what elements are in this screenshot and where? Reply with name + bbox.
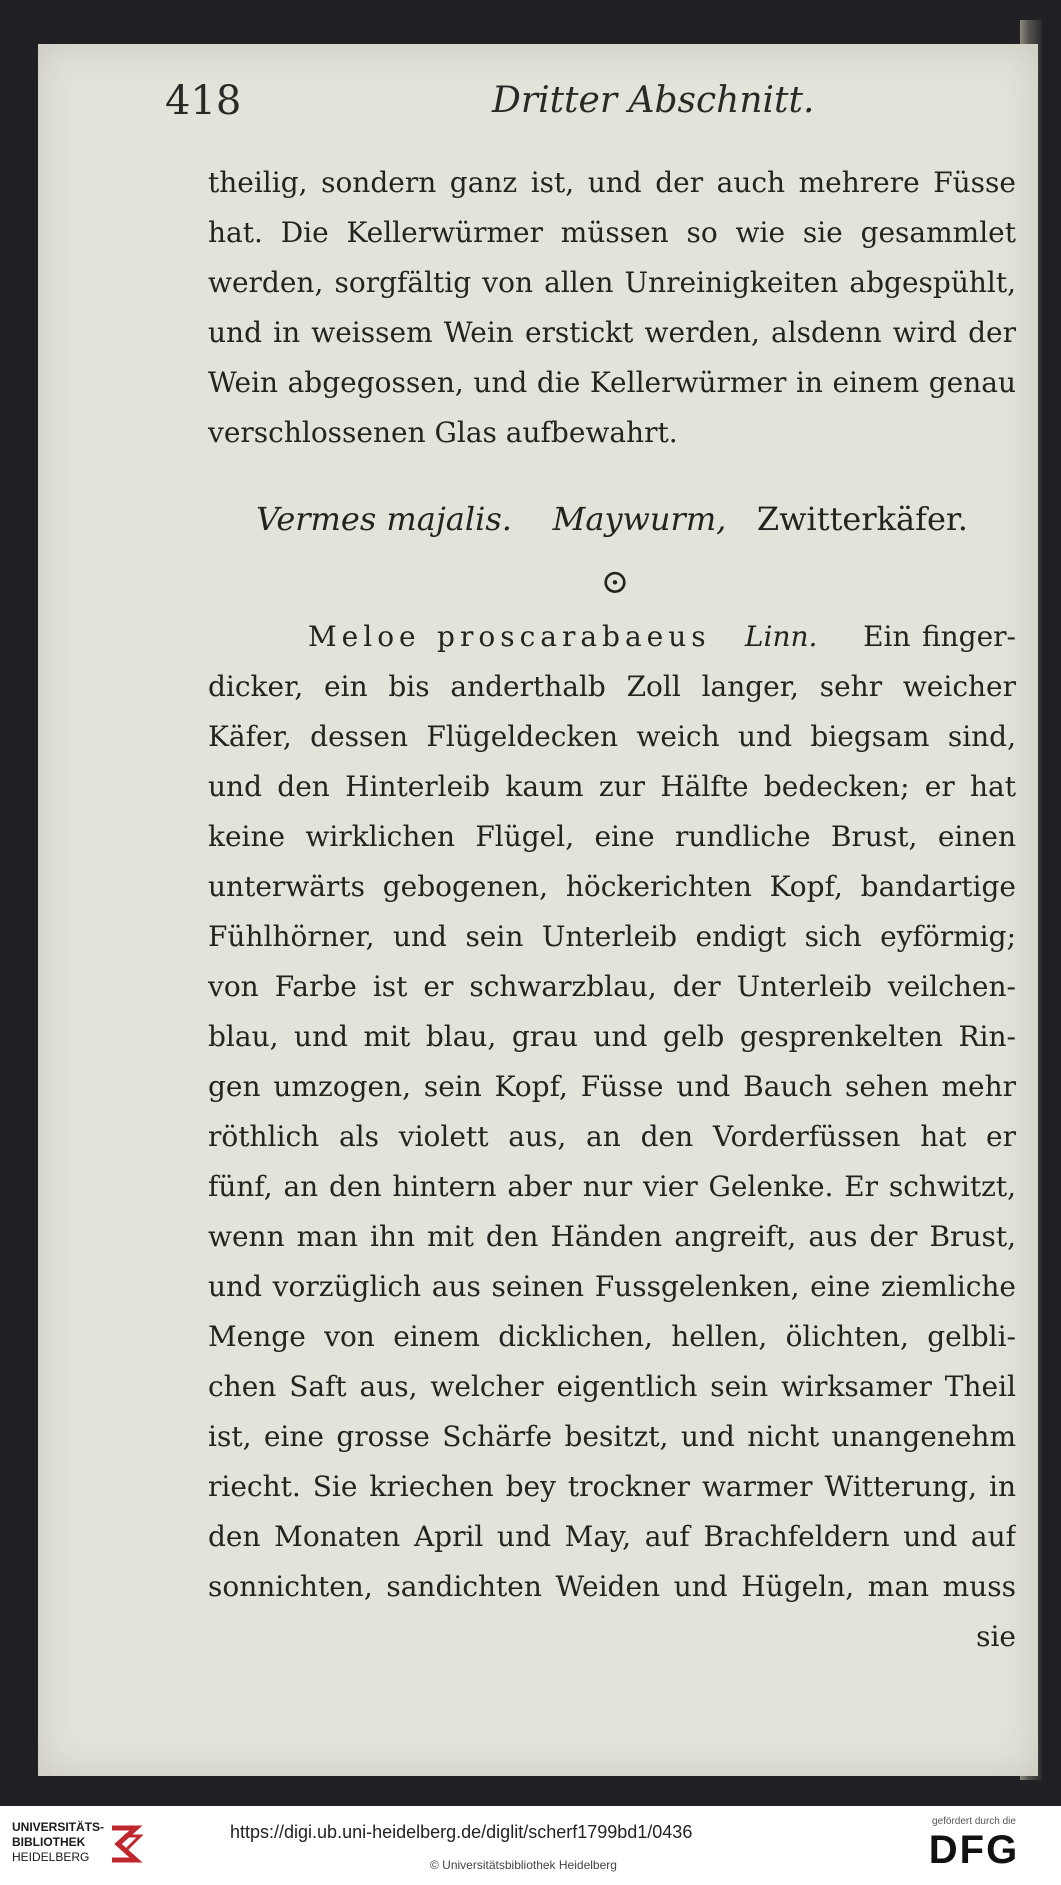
text-line: Fühlhörner, und sein Unterleib endigt sich eyförmig; (208, 920, 1016, 953)
text-line: gen umzogen, sein Kopf, Füsse und Bauch sehen mehr (208, 1070, 1016, 1103)
funder-caption: gefördert durch die (932, 1816, 1016, 1827)
heading-latin: Vermes majalis. (256, 500, 512, 538)
funder-name: DFG (928, 1828, 1020, 1872)
text-line: sonnichten, sandichten Weiden und Hügeln, man muss (208, 1570, 1016, 1603)
funder-logo[interactable] (909, 1816, 1039, 1873)
text-line: chen Saft aus, welcher eigentlich sein wirksamer Theil (208, 1370, 1016, 1403)
text-line: den Monaten April und May, auf Brachfeldern und auf (208, 1520, 1016, 1553)
text-line: röthlich als violett aus, an den Vorderfüssen hat er (208, 1120, 1016, 1153)
text-line: blau, und mit blau, grau und gelb gesprenkelten Rin- (208, 1020, 1016, 1053)
text-line: ist, eine grosse Schärfe besitzt, und nicht unangenehm (208, 1420, 1016, 1453)
sun-symbol-icon: ⊙ (600, 562, 630, 602)
permalink-url[interactable]: https://digi.ub.uni-heidelberg.de/diglit/scherf1799bd1/0436 (230, 1822, 693, 1842)
line-remainder: Ein finger- (863, 620, 1016, 653)
text-line: und den Hinterleib kaum zur Hälfte bedecken; er hat (208, 770, 1016, 803)
page-header (165, 78, 965, 138)
text-line: keine wirklichen Flügel, eine rundliche Brust, einen (208, 820, 1016, 853)
text-line: verschlossenen Glas aufbewahrt. (208, 416, 678, 449)
text-line: unterwärts gebogenen, höckerichten Kopf, bandartige (208, 870, 1016, 903)
author-abbreviation: Linn. (744, 620, 818, 653)
text-line: fünf, an den hintern aber nur vier Gelenke. Er schwitzt, (208, 1170, 1016, 1203)
text-line: Wein abgegossen, und die Kellerwürmer in einem genau (208, 366, 1016, 399)
heading-german: Maywurm, (552, 500, 727, 538)
page-number: 418 (165, 78, 242, 124)
text-line: wenn man ihn mit den Händen angreift, aus der Brust, (208, 1220, 1016, 1253)
logo-line-2: BIBLIOTHEK (12, 1835, 86, 1849)
heading-common: Zwitterkäfer. (756, 500, 968, 538)
logo-line-3: HEIDELBERG (12, 1850, 90, 1864)
species-name: Meloe proscarabaeus (308, 620, 711, 653)
viewer-footer (0, 1806, 1061, 1885)
text-line-first (208, 612, 1016, 662)
text-line: und in weissem Wein erstickt werden, alsdenn wird der (208, 316, 1016, 349)
main-paragraph (208, 612, 1016, 1662)
text-line: werden, sorgfältig von allen Unreinigkeiten abgespühlt, (208, 266, 1016, 299)
text-line: von Farbe ist er schwarzblau, der Unterleib veilchen- (208, 970, 1016, 1003)
running-title: Dritter Abschnitt. (492, 80, 815, 121)
catchword: sie (976, 1620, 1016, 1653)
logo-line-1: UNIVERSITÄTS- (12, 1820, 105, 1834)
top-paragraph (208, 158, 1016, 458)
text-line: Käfer, dessen Flügeldecken weich und biegsam sind, (208, 720, 1016, 753)
text-line: theilig, sondern ganz ist, und der auch mehrere Füsse (208, 166, 1016, 199)
section-heading (208, 500, 1016, 538)
text-line: hat. Die Kellerwürmer müssen so wie sie gesammlet (208, 216, 1016, 249)
text-line: dicker, ein bis anderthalb Zoll langer, sehr weicher (208, 670, 1016, 703)
copyright-notice: © Universitätsbibliothek Heidelberg (430, 1858, 617, 1872)
text-line: riecht. Sie kriechen bey trockner warmer Witterung, in (208, 1470, 1016, 1503)
library-emblem-icon (106, 1822, 144, 1866)
text-line: Menge von einem dicklichen, hellen, ölichten, gelbli- (208, 1320, 1016, 1353)
text-line: und vorzüglich aus seinen Fussgelenken, eine ziemliche (208, 1270, 1016, 1303)
